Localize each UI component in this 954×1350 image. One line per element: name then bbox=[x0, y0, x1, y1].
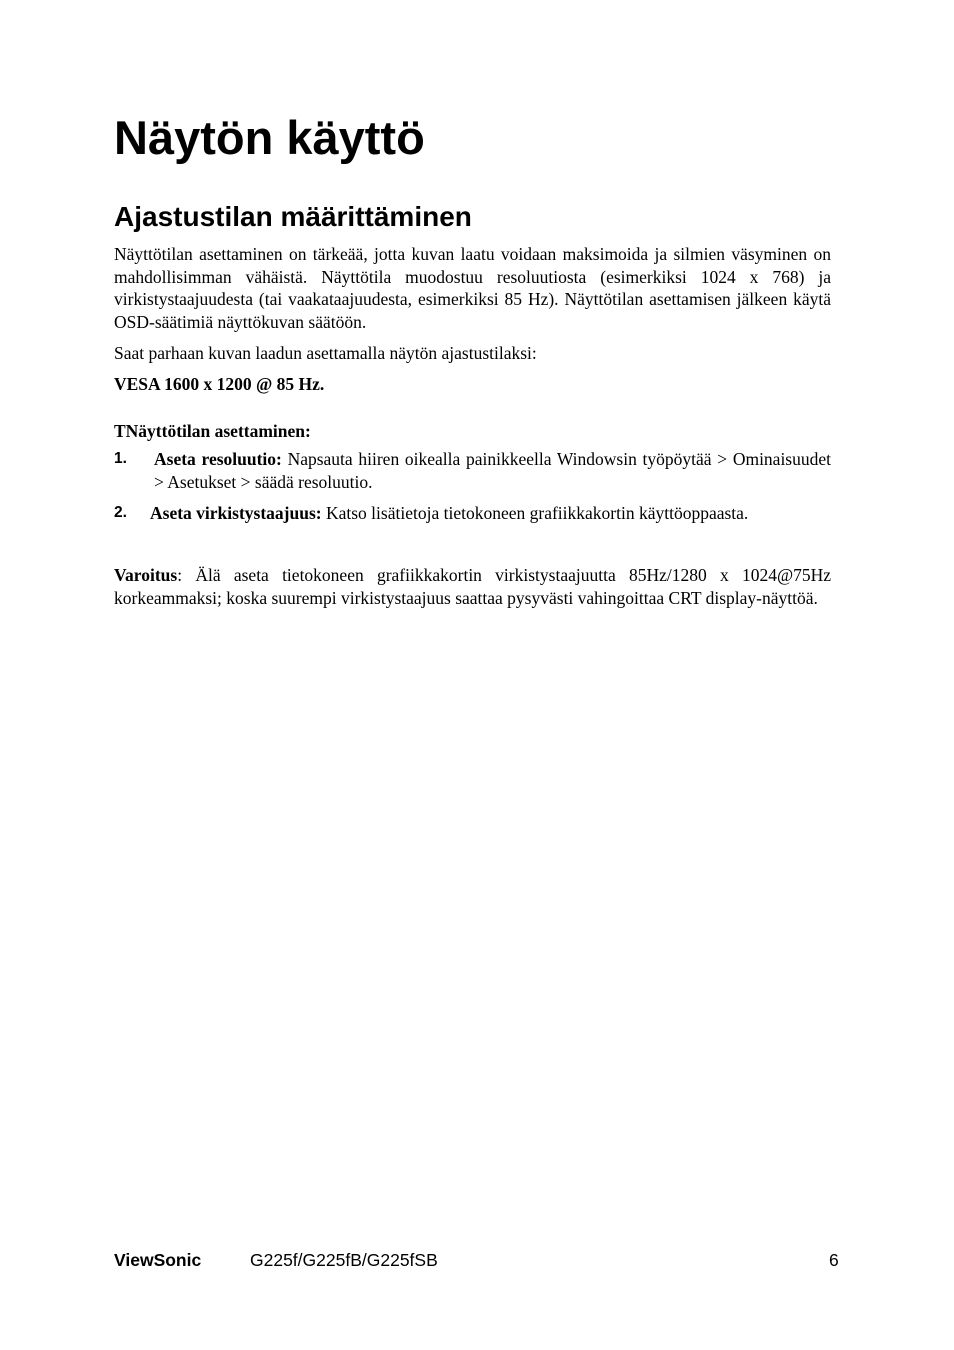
step-text: Katso lisätietoja tietokoneen grafiikkakortin käyttöoppaasta. bbox=[321, 503, 749, 524]
warning-paragraph bbox=[114, 564, 831, 609]
section-heading: Ajastustilan määrittäminen bbox=[114, 201, 472, 232]
intro-paragraph: Näyttötilan asettaminen on tärkeää, jotta kuvan laatu voidaan maksimoida ja silmien väsyminen on mahdollisimman vähäistä. Näyttötila muodostuu resoluutiosta (esimerkiksi 1024 x 768) ja virkistystaajuudesta (tai vaakataajuudesta, esimerkiksi 85 Hz). Näyttötilan asettamisen jälkeen käytä OSD-säätimiä näyttökuvan säätöön. bbox=[114, 244, 831, 332]
list-item bbox=[114, 448, 831, 493]
warning-text: : Älä aseta tietokoneen grafiikkakortin virkistystaajuutta 85Hz/1280 x 1024@75Hz korkeammaksi; koska suurempi virkistystaajuus saattaa pysyvästi vahingoittaa CRT display-näyttöä. bbox=[114, 565, 831, 608]
step-number: 2. bbox=[114, 504, 127, 522]
steps-list bbox=[114, 448, 831, 525]
warning-label: Varoitus bbox=[114, 565, 178, 585]
list-item bbox=[114, 502, 831, 525]
recommended-mode: VESA 1600 x 1200 @ 85 Hz. bbox=[114, 374, 325, 394]
step-text: Napsauta hiiren oikealla painikkeella Windowsin työpöytää > Ominaisuudet > Asetukset > säädä resoluutio. bbox=[154, 449, 831, 492]
page-title: Näytön käyttö bbox=[114, 111, 425, 164]
footer-model: G225f/G225fB/G225fSB bbox=[250, 1250, 438, 1270]
step-label: Aseta resoluutio: bbox=[154, 449, 282, 469]
footer-brand: ViewSonic bbox=[114, 1250, 202, 1270]
step-number: 1. bbox=[114, 450, 127, 467]
page-number: 6 bbox=[829, 1250, 839, 1270]
steps-heading: TNäyttötilan asettaminen: bbox=[114, 421, 311, 441]
tip-paragraph: Saat parhaan kuvan laadun asettamalla näytön ajastustilaksi: bbox=[114, 343, 537, 363]
step-label: Aseta virkistystaajuus: bbox=[150, 503, 322, 524]
